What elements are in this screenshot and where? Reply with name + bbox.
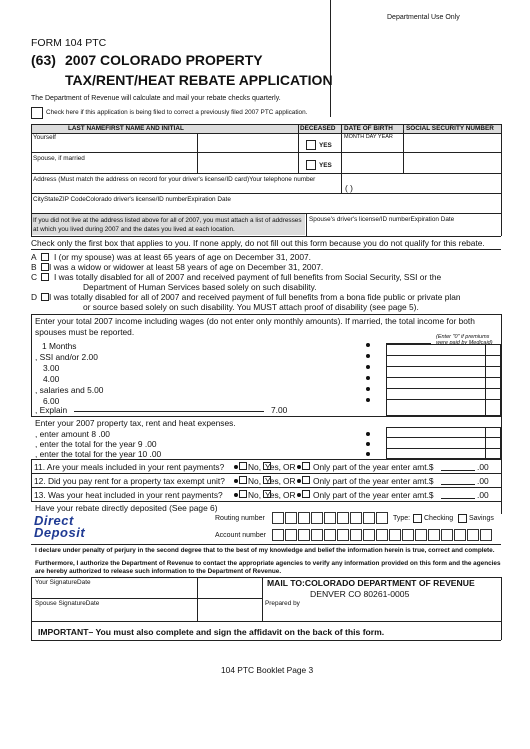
q12-part-checkbox[interactable] — [302, 476, 310, 484]
option-d-checkbox[interactable] — [41, 293, 49, 301]
bullet — [366, 452, 370, 456]
account-digit-box[interactable] — [272, 529, 284, 541]
direct-deposit-logo-line2: Deposit — [34, 525, 86, 540]
routing-number-label: Routing number — [215, 515, 265, 522]
rule — [298, 124, 299, 173]
rule — [31, 459, 32, 501]
form-title-line1: 2007 COLORADO PROPERTY — [65, 52, 263, 68]
q13-or-label: OR — [283, 490, 296, 500]
bullet — [366, 387, 370, 391]
income-instruction-2: spouses must be reported. — [35, 327, 135, 337]
account-digit-box[interactable] — [402, 529, 414, 541]
explain-underline[interactable] — [74, 411, 264, 412]
account-digit-box[interactable] — [454, 529, 466, 541]
q11-part-checkbox[interactable] — [302, 462, 310, 470]
deceased-header: DECEASED — [300, 125, 336, 132]
q13-no-label: No, — [248, 490, 262, 500]
rule — [386, 448, 501, 449]
q11-yes-label: Yes, — [265, 462, 281, 472]
account-digit-box[interactable] — [389, 529, 401, 541]
bullet — [234, 479, 238, 483]
q11-no-checkbox[interactable] — [239, 462, 247, 470]
bullet — [297, 493, 301, 497]
routing-digit-box[interactable] — [324, 512, 336, 524]
question-12-text: 12. Did you pay rent for a property tax exempt unit? — [34, 476, 225, 486]
rule — [31, 487, 501, 488]
q12-amount-blank[interactable] — [441, 484, 475, 485]
q11-part-label: Only part of the year enter amt.$ — [313, 462, 434, 472]
rule — [386, 377, 501, 378]
rule — [341, 124, 342, 173]
q12-or-label: OR — [283, 476, 296, 486]
name-column-header: LAST NAMEFIRST NAME AND INITIAL — [68, 125, 184, 132]
question-13-text: 13. Was your heat included in your rent payments? — [34, 490, 223, 500]
authorization-text-2: are hereby authorized to release such information to the Department of Revenue. — [35, 568, 282, 575]
deceased-yes-label: YES — [319, 142, 332, 149]
q11-amount-blank[interactable] — [441, 470, 475, 471]
q13-amount-blank[interactable] — [441, 498, 475, 499]
page-footer: 104 PTC Booklet Page 3 — [221, 665, 314, 675]
yourself-label: Yourself — [33, 134, 56, 141]
rule — [386, 355, 501, 356]
rule — [386, 366, 501, 367]
rule — [31, 236, 501, 237]
form-code: (63) — [31, 52, 56, 68]
rule — [31, 133, 501, 134]
routing-digit-box[interactable] — [337, 512, 349, 524]
income-line-3: 3.00 — [43, 363, 60, 373]
rule — [31, 124, 501, 125]
rule — [197, 133, 198, 173]
rule — [262, 577, 263, 621]
income-line-5: , salaries and 5.00 — [35, 385, 104, 395]
rule — [485, 344, 486, 416]
option-d-text-1: I was totally disabled for all of 2007 and received payment of full benefits from a bona fide public or private plan — [49, 292, 461, 302]
routing-digit-box[interactable] — [311, 512, 323, 524]
spouse-dl-label: Spouse's driver's license/ID numberExpiration Date — [309, 216, 455, 223]
account-digit-box[interactable] — [311, 529, 323, 541]
q12-no-checkbox[interactable] — [239, 476, 247, 484]
option-d-letter: D — [31, 292, 38, 302]
spouse-label: Spouse, if married — [33, 155, 85, 162]
rule — [31, 173, 501, 174]
not-live-note: If you did not live at the address listed above for all of 2007, you must attach a list of addresses at which you lived during 2007 and the dates you lived at each location. — [33, 217, 302, 233]
deceased-spouse-checkbox[interactable] — [306, 160, 316, 170]
option-d-text-2: or source based solely on such disability. You MUST attach proof of disability (see page 5). — [83, 302, 419, 312]
rule — [403, 124, 404, 173]
routing-digit-box[interactable] — [376, 512, 388, 524]
q12-yes-label: Yes, — [265, 476, 281, 486]
account-digit-box[interactable] — [441, 529, 453, 541]
routing-digit-box[interactable] — [363, 512, 375, 524]
form-title-line2: TAX/RENT/HEAT REBATE APPLICATION — [65, 72, 333, 88]
option-c-text-1: I was totally disabled for all of 2007 and received payment of full benefits from Social Security, SSI or the — [54, 272, 442, 282]
rule — [31, 598, 262, 599]
rule — [31, 473, 501, 474]
rule — [485, 427, 486, 459]
q13-yes-label: Yes, — [265, 490, 281, 500]
q12-cents: .00 — [477, 476, 489, 486]
rule — [386, 399, 501, 400]
mail-to-label: MAIL TO:COLORADO DEPARTMENT OF REVENUE — [267, 578, 475, 588]
rule — [386, 388, 501, 389]
question-11-text: 11. Are your meals included in your rent payments? — [34, 462, 225, 472]
rule — [501, 124, 502, 236]
q13-part-checkbox[interactable] — [302, 490, 310, 498]
account-digit-box[interactable] — [363, 529, 375, 541]
account-type-label: Type: — [393, 515, 411, 522]
rule — [501, 314, 502, 514]
deposit-heading: Have your rebate directly deposited (See page 6) — [35, 503, 218, 513]
savings-checkbox[interactable] — [458, 514, 467, 523]
routing-digit-box[interactable] — [272, 512, 284, 524]
q11-or-label: OR — [283, 462, 296, 472]
option-a-checkbox[interactable] — [41, 253, 49, 261]
q13-no-checkbox[interactable] — [239, 490, 247, 498]
q13-cents: .00 — [477, 490, 489, 500]
deceased-yes-label: YES — [319, 162, 332, 169]
form-number: FORM 104 PTC — [31, 37, 107, 49]
premium-note-line2: were paid by Medicaid) — [436, 340, 493, 346]
rule — [386, 437, 501, 438]
rule — [31, 314, 32, 416]
account-digit-box[interactable] — [350, 529, 362, 541]
bullet — [234, 493, 238, 497]
authorization-text-1: Furthermore, I authorize the Department of Revenue to contact the appropriate agencies to verify any information provided on this form and the agencies — [35, 560, 501, 567]
property-instruction: Enter your 2007 property tax, rent and heat expenses. — [35, 418, 236, 428]
bullet — [297, 479, 301, 483]
option-b-checkbox[interactable] — [41, 263, 49, 271]
property-line-10: , enter the total for the year 10 .00 — [35, 449, 162, 459]
mail-city-zip: DENVER CO 80261-0005 — [310, 589, 410, 599]
premium-note-line1: (Enter "0" if premiums — [436, 334, 490, 340]
q11-cents: .00 — [477, 462, 489, 472]
property-line-8: , enter amount 8 .00 — [35, 429, 110, 439]
account-digit-box[interactable] — [467, 529, 479, 541]
income-line-4: 4.00 — [43, 374, 60, 384]
dob-subheader: MONTH DAY YEAR — [344, 134, 393, 140]
ssn-header: SOCIAL SECURITY NUMBER — [406, 125, 494, 132]
account-digit-box[interactable] — [415, 529, 427, 541]
account-digit-box[interactable] — [376, 529, 388, 541]
property-entry-grid[interactable] — [386, 427, 501, 459]
q13-part-label: Only part of the year enter amt.$ — [313, 490, 434, 500]
prepared-by-label: Prepared by — [265, 600, 300, 607]
bullet — [366, 354, 370, 358]
dob-header: DATE OF BIRTH — [344, 125, 393, 132]
income-instruction-1: Enter your total 2007 income including wages (do not enter only monthly amounts). If married, the total income for both — [35, 316, 475, 326]
option-a-letter: A — [31, 252, 37, 262]
account-digit-box[interactable] — [285, 529, 297, 541]
property-line-9: , enter the total for the year 9 .00 — [35, 439, 157, 449]
declaration-text: I declare under penalty of perjury in the second degree that to the best of my knowledge and belief the information herein is true, correct and complete. — [35, 547, 495, 554]
option-b-letter: B — [31, 262, 37, 272]
account-digit-box[interactable] — [298, 529, 310, 541]
correct-check-label: Check here if this application is being filed to correct a previously filed 2007 PTC application. — [46, 109, 308, 116]
qualify-instruction: Check only the first box that applies to you. If none apply, do not fill out this form because you do not qualify for this rebate. — [31, 238, 485, 248]
bullet — [366, 398, 370, 402]
income-line-7-value: 7.00 — [271, 405, 288, 415]
income-line-7: , Explain — [35, 405, 68, 415]
rule — [31, 577, 32, 640]
bullet — [366, 442, 370, 446]
bullet — [297, 465, 301, 469]
rule — [31, 152, 501, 153]
rule — [31, 544, 501, 545]
income-line-6: 6.00 — [43, 396, 60, 406]
rule — [31, 249, 501, 250]
savings-label: Savings — [469, 515, 494, 522]
deceased-yourself-checkbox[interactable] — [306, 140, 316, 150]
bullet — [366, 432, 370, 436]
bullet — [366, 343, 370, 347]
account-digit-box[interactable] — [428, 529, 440, 541]
rule — [501, 577, 502, 640]
bullet — [366, 376, 370, 380]
header-divider — [330, 0, 331, 117]
rule — [197, 577, 198, 621]
rule — [31, 416, 501, 417]
your-signature-label: Your SignatureDate — [35, 579, 91, 586]
rule — [31, 640, 501, 641]
checking-label: Checking — [424, 515, 454, 522]
account-number-label: Account number — [215, 532, 266, 539]
bullet — [366, 365, 370, 369]
q11-no-label: No, — [248, 462, 262, 472]
spouse-signature-label: Spouse SignatureDate — [35, 600, 100, 607]
rule — [31, 621, 501, 622]
option-b-text: I was a widow or widower at least 58 years of age on December 31, 2007. — [49, 262, 324, 272]
address-label: Address (Must match the address on record for your driver's license/ID card)Your telephone number — [33, 176, 316, 183]
rule — [31, 501, 501, 502]
dept-use-label: Departmental Use Only — [387, 14, 460, 21]
option-c-letter: C — [31, 272, 38, 282]
city-label: CityStateZIP CodeColorado driver's license/ID numberExpiration Date — [33, 196, 231, 203]
direct-deposit-logo-line1: Direct — [34, 513, 74, 528]
checking-checkbox[interactable] — [413, 514, 422, 523]
rule — [341, 173, 342, 193]
income-line-2: , SSI and/or 2.00 — [35, 352, 98, 362]
option-a-text: I (or my spouse) was at least 65 years of age on December 31, 2007. — [54, 252, 311, 262]
routing-digit-box[interactable] — [350, 512, 362, 524]
option-c-checkbox[interactable] — [41, 273, 49, 281]
q12-no-label: No, — [248, 476, 262, 486]
phone-parens: ( ) — [345, 183, 353, 193]
rule — [31, 193, 501, 194]
routing-digit-box[interactable] — [285, 512, 297, 524]
account-digit-box[interactable] — [480, 529, 492, 541]
option-c-text-2: Department of Human Services based solely on such disability. — [83, 282, 317, 292]
rule — [306, 213, 307, 236]
account-digit-box[interactable] — [324, 529, 336, 541]
important-note: IMPORTANT– You must also complete and sign the affidavit on the back of this form. — [38, 627, 385, 637]
rule — [31, 314, 501, 315]
bullet — [234, 465, 238, 469]
q12-part-label: Only part of the year enter amt.$ — [313, 476, 434, 486]
rule — [31, 459, 501, 460]
income-line-1: 1 Months — [42, 341, 77, 351]
intro-text: The Department of Revenue will calculate and mail your rebate checks quarterly. — [31, 95, 281, 102]
correct-checkbox[interactable] — [31, 107, 43, 119]
routing-digit-box[interactable] — [298, 512, 310, 524]
account-digit-box[interactable] — [337, 529, 349, 541]
